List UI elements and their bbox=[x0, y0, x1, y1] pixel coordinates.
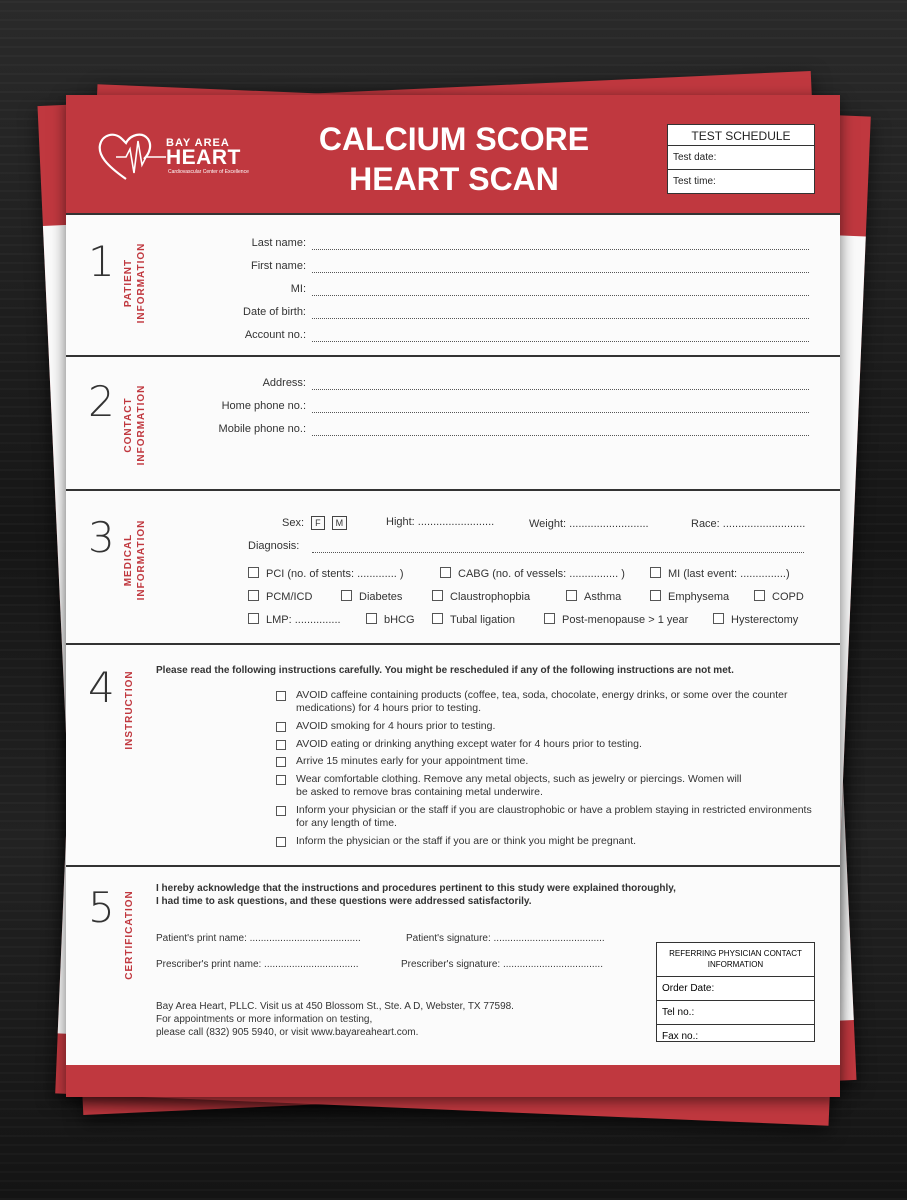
section-label-line: INFORMATION bbox=[136, 384, 147, 466]
checkbox-item[interactable] bbox=[248, 590, 312, 603]
logo-big-text: HEART bbox=[166, 146, 241, 169]
instruction-text: AVOID caffeine containing products (coffee, tea, soda, chocolate, energy drinks, or some over the counter medications) for 4 hours prior to testing. bbox=[296, 689, 788, 714]
sex-field bbox=[282, 516, 347, 530]
checkbox[interactable] bbox=[754, 590, 765, 601]
form-title bbox=[294, 119, 614, 199]
prescriber-signature-field[interactable]: Prescriber's signature: .................................... bbox=[401, 959, 603, 970]
heart-pulse-icon bbox=[96, 129, 166, 191]
instruction-item bbox=[276, 755, 816, 768]
footer-band bbox=[66, 1065, 840, 1097]
instruction-item bbox=[276, 773, 746, 799]
prescriber-print-name-field[interactable]: Prescriber's print name: .................................. bbox=[156, 959, 359, 970]
checkbox-item[interactable] bbox=[432, 590, 530, 603]
acknowledgement-line-2: I had time to ask questions, and these questions were addressed satisfactorily. bbox=[156, 896, 532, 907]
field-label: Last name: bbox=[251, 237, 306, 249]
checkbox-label: Post-menopause > 1 year bbox=[562, 614, 689, 626]
checkbox[interactable] bbox=[341, 590, 352, 601]
instruction-text: AVOID eating or drinking anything except water for 4 hours prior to testing. bbox=[296, 738, 642, 750]
race-field[interactable]: Race: ........................... bbox=[691, 518, 806, 530]
instruction-item bbox=[276, 835, 816, 848]
instruction-item bbox=[276, 720, 816, 733]
checkbox-label: Hysterectomy bbox=[731, 614, 799, 626]
logo-small-text: BAY AREA bbox=[166, 137, 230, 149]
instruction-item bbox=[276, 689, 816, 715]
checkbox-item[interactable] bbox=[248, 613, 341, 626]
section-label: CERTIFICATION bbox=[124, 890, 135, 980]
section-label bbox=[122, 233, 148, 333]
checkbox[interactable] bbox=[276, 775, 286, 785]
checkbox[interactable] bbox=[440, 567, 451, 578]
section-label-line: PATIENT bbox=[123, 258, 134, 308]
address-line-1: Bay Area Heart, PLLC. Visit us at 450 Blossom St., Ste. A D, Webster, TX 77598. bbox=[156, 1001, 514, 1012]
checkbox-item[interactable] bbox=[432, 613, 515, 626]
section-patient-information bbox=[66, 213, 840, 357]
checkbox-label: MI (last event: ...............) bbox=[668, 568, 790, 580]
section-number: 1 bbox=[88, 237, 115, 286]
section-number: 3 bbox=[88, 513, 115, 562]
checkbox-label: COPD bbox=[772, 591, 804, 603]
checkbox-label: Asthma bbox=[584, 591, 622, 603]
instruction-intro: Please read the following instructions carefully. You might be rescheduled if any of the following instructions are not met. bbox=[156, 665, 734, 676]
height-field[interactable]: Hight: ......................... bbox=[386, 516, 495, 528]
instruction-text: Wear comfortable clothing. Remove any metal objects, such as jewelry or piercings. Women will be asked to remove bras containing metal underwire. bbox=[296, 773, 742, 798]
title-line-2: HEART SCAN bbox=[349, 161, 559, 197]
form-header bbox=[66, 95, 840, 213]
checkbox[interactable] bbox=[276, 740, 286, 750]
section-label-line: INFORMATION bbox=[136, 519, 147, 601]
checkbox-item[interactable] bbox=[650, 590, 729, 603]
checkbox-item[interactable] bbox=[544, 613, 688, 626]
checkbox[interactable] bbox=[248, 567, 259, 578]
section-label bbox=[122, 375, 148, 475]
field-label: Home phone no.: bbox=[221, 400, 306, 412]
section-label-line: CONTACT bbox=[123, 397, 134, 453]
section-label bbox=[122, 505, 148, 615]
checkbox[interactable] bbox=[366, 613, 377, 624]
field-label: First name: bbox=[250, 260, 306, 272]
checkbox[interactable] bbox=[248, 590, 259, 601]
field-label: Mobile phone no.: bbox=[218, 423, 306, 435]
field-label: Date of birth: bbox=[243, 306, 306, 318]
section-number: 2 bbox=[88, 377, 115, 426]
account-no-input[interactable] bbox=[312, 341, 809, 342]
fax-no-field[interactable]: Fax no.: bbox=[662, 1031, 699, 1042]
field-label: Sex: bbox=[282, 517, 305, 529]
patient-print-name-field[interactable]: Patient's print name: ........................................ bbox=[156, 933, 361, 944]
instruction-text: Inform your physician or the staff if you are claustrophobic or have a problem staying in restricted environments for any length of time. bbox=[296, 804, 812, 829]
section-number: 5 bbox=[88, 883, 115, 932]
mobile-phone-input[interactable] bbox=[312, 435, 809, 436]
checkbox-item[interactable] bbox=[440, 567, 625, 580]
checkbox[interactable] bbox=[276, 806, 286, 816]
form-sheet bbox=[66, 95, 840, 1097]
checkbox-item[interactable] bbox=[366, 613, 415, 626]
order-date-field[interactable]: Order Date: bbox=[657, 977, 814, 1001]
instruction-text: AVOID smoking for 4 hours prior to testing. bbox=[296, 720, 496, 732]
checkbox-label: Emphysema bbox=[668, 591, 730, 603]
weight-field[interactable]: Weight: .......................... bbox=[529, 518, 649, 530]
checkbox-label: Tubal ligation bbox=[450, 614, 516, 626]
checkbox[interactable] bbox=[650, 567, 661, 578]
checkbox-label: CABG (no. of vessels: ................ ) bbox=[458, 568, 625, 580]
address-line-3: please call (832) 905 5940, or visit www.bayareaheart.com. bbox=[156, 1027, 419, 1038]
instruction-item bbox=[276, 738, 816, 751]
section-label-line: INFORMATION bbox=[136, 242, 147, 324]
address-line-2: For appointments or more information on testing, bbox=[156, 1014, 373, 1025]
checkbox-label: PCM/ICD bbox=[266, 591, 313, 603]
title-line-1: CALCIUM SCORE bbox=[318, 121, 590, 157]
checkbox-item[interactable] bbox=[341, 590, 402, 603]
section-medical-information bbox=[66, 489, 840, 645]
field-label: Diagnosis: bbox=[248, 540, 300, 552]
address-input[interactable] bbox=[312, 389, 809, 390]
instruction-text: Arrive 15 minutes early for your appointment time. bbox=[296, 755, 529, 767]
first-name-input[interactable] bbox=[312, 272, 809, 273]
checkbox[interactable] bbox=[432, 613, 443, 624]
test-schedule-box bbox=[667, 124, 815, 194]
referring-physician-box bbox=[656, 942, 815, 1042]
checkbox[interactable] bbox=[276, 757, 286, 767]
checkbox[interactable] bbox=[276, 837, 286, 847]
checkbox-label: PCI (no. of stents: ............. ) bbox=[266, 568, 404, 580]
sex-m-checkbox[interactable]: M bbox=[332, 516, 348, 530]
referring-physician-title: REFERRING PHYSICIAN CONTACT INFORMATION bbox=[657, 943, 814, 977]
checkbox[interactable] bbox=[276, 691, 286, 701]
mi-input[interactable] bbox=[312, 295, 809, 296]
patient-signature-field[interactable]: Patient's signature: ........................................ bbox=[406, 933, 605, 944]
checkbox[interactable] bbox=[650, 590, 661, 601]
section-number: 4 bbox=[88, 663, 115, 712]
bay-area-heart-logo bbox=[96, 129, 256, 189]
section-contact-information bbox=[66, 355, 840, 491]
checkbox-item[interactable] bbox=[248, 567, 404, 580]
checkbox-item[interactable] bbox=[566, 590, 621, 603]
test-time-field[interactable]: Test time: bbox=[673, 176, 716, 187]
checkbox-item[interactable] bbox=[754, 590, 804, 603]
section-instruction bbox=[66, 643, 840, 867]
checkbox-label: Claustrophopbia bbox=[450, 591, 531, 603]
sex-f-checkbox[interactable]: F bbox=[311, 516, 325, 530]
checkbox[interactable] bbox=[713, 613, 724, 624]
checkbox-label: LMP: ............... bbox=[266, 614, 341, 626]
field-label: Address: bbox=[262, 377, 306, 389]
last-name-input[interactable] bbox=[312, 249, 809, 250]
home-phone-input[interactable] bbox=[312, 412, 809, 413]
date-of-birth-input[interactable] bbox=[312, 318, 809, 319]
diagnosis-input[interactable] bbox=[312, 552, 804, 553]
tel-no-field[interactable]: Tel no.: bbox=[657, 1001, 814, 1025]
instruction-item bbox=[276, 804, 816, 830]
section-certification bbox=[66, 865, 840, 1057]
checkbox[interactable] bbox=[276, 722, 286, 732]
field-label: MI: bbox=[290, 283, 306, 295]
checkbox-item[interactable] bbox=[650, 567, 790, 580]
test-date-field[interactable]: Test date: bbox=[668, 146, 814, 170]
checkbox[interactable] bbox=[432, 590, 443, 601]
acknowledgement-line-1: I hereby acknowledge that the instructions and procedures pertinent to this study were explained thoroughly, bbox=[156, 883, 676, 894]
test-schedule-title: TEST SCHEDULE bbox=[668, 125, 814, 146]
checkbox-label: bHCG bbox=[384, 614, 415, 626]
checkbox[interactable] bbox=[566, 590, 577, 601]
checkbox-item[interactable] bbox=[713, 613, 798, 626]
field-label: Account no.: bbox=[244, 329, 306, 341]
checkbox[interactable] bbox=[544, 613, 555, 624]
logo-tagline: Cardiovascular Center of Excellence bbox=[168, 169, 249, 175]
section-label-line: MEDICAL bbox=[123, 533, 134, 587]
checkbox-label: Diabetes bbox=[359, 591, 403, 603]
instruction-text: Inform the physician or the staff if you are or think you might be pregnant. bbox=[296, 835, 637, 847]
checkbox[interactable] bbox=[248, 613, 259, 624]
section-label: INSTRUCTION bbox=[124, 670, 135, 750]
